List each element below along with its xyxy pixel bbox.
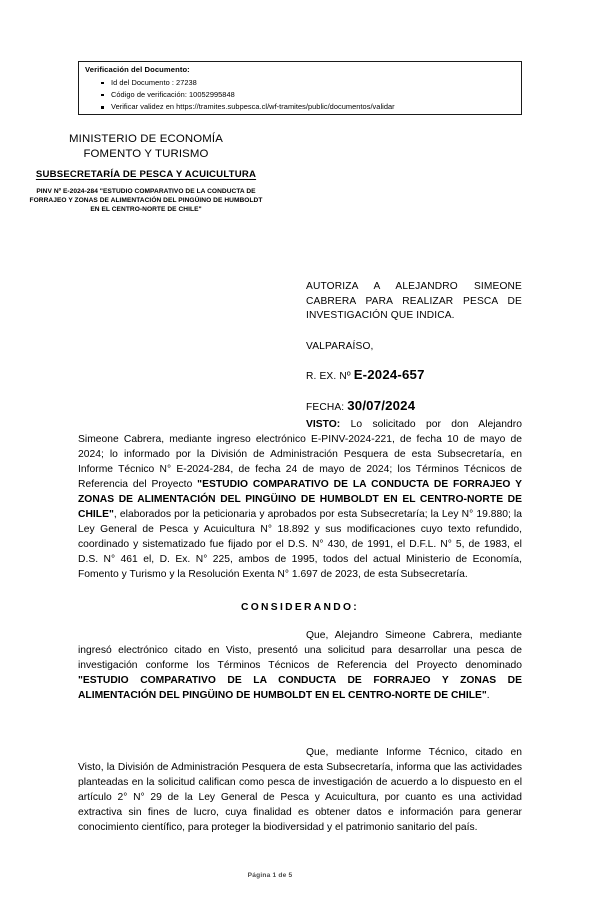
verification-list: [97, 77, 395, 114]
verification-item-code: Código de verificación: 10052995848: [111, 89, 395, 101]
letterhead: [28, 132, 264, 215]
verification-item-url: Verificar validez en https://tramites.subpesca.cl/wf-tramites/public/documentos/validar: [111, 101, 395, 113]
visto-text-part-1: Lo solicitado por don Alejandro Simeone Cabrera, mediante ingreso electrónico E-PINV-2024-221, de fecha 10 de mayo de 2024; lo informado por la División de Administración Pesquera de esta Subsecretaría, en Informe Técnico N° E-2024-284, de fecha 24 de mayo de 2024; los Términos Técnicos de Referencia del Proyecto: [78, 419, 522, 491]
page-footer: Página 1 de 5: [247, 872, 293, 879]
considerando-paragraph-1: [78, 628, 522, 703]
visto-section: [78, 417, 522, 583]
document-verification-box: [78, 61, 522, 115]
resolution-date-line: [306, 398, 522, 413]
visto-text-part-2: , elaborados por la peticionaria y aprobados por esta Subsecretaría; la Ley N° 19.880; la Ley General de Pesca y Acuicultura N° 18.892 y sus modificaciones cuyo texto refundido, coordinado y sistematizado fue fijado por el D.S. N° 430, de 1991, el D.F.L. N° 5, de 1983, el D.S. N° 461 el, D. Ex. N° 225, ambos de 1995, todos del actual Ministerio de Economía, Fomento y Turismo y la Resolución Exenta N° 1.697 de 2023, de esta Subsecretaría.: [78, 509, 522, 581]
pinv-reference: PINV Nº E-2024-284 "ESTUDIO COMPARATIVO DE LA CONDUCTA DE FORRAJEO Y ZONAS DE ALIMENTACIÓN DEL PINGÜINO DE HUMBOLDT EN EL CENTRO-NORTE DE CHILE": [29, 188, 263, 214]
considerando-paragraph-2: Que, mediante Informe Técnico, citado en Visto, la División de Administración Pesquera de esta Subsecretaría, informa que las actividades planteadas en la solicitud califican como pesca de investigación de acuerdo a lo dispuesto en el artículo 2° N° 29 de la Ley General de Pesca y Acuicultura, por cuanto es una actividad extractiva sin fines de lucro, cuya finalidad es obtener datos e información para generar conocimiento científico, para proteger la biodiversidad y el patrimonio sanitario del país.: [78, 747, 522, 834]
resolution-date-label: FECHA:: [306, 401, 345, 413]
ministry-name-line-1: MINISTERIO DE ECONOMÍA: [69, 133, 223, 145]
considerando-paragraph-1-wrap: [78, 628, 522, 703]
visto-project-title: "ESTUDIO COMPARATIVO DE LA CONDUCTA DE FORRAJEO Y ZONAS DE ALIMENTACIÓN DEL PINGÜINO DE HUMBOLDT EN EL CENTRO-NORTE DE CHILE": [78, 479, 522, 521]
resolution-subject: AUTORIZA A ALEJANDRO SIMEONE CABRERA PARA REALIZAR PESCA DE INVESTIGACIÓN QUE INDICA.: [306, 281, 522, 322]
visto-paragraph: [78, 417, 522, 583]
resolution-number-label: R. EX. Nº: [306, 370, 351, 382]
resolution-number-value: E-2024-657: [353, 366, 425, 382]
resolution-date-value: 30/07/2024: [347, 397, 416, 413]
subsecretaria-name: SUBSECRETARÍA DE PESCA Y ACUICULTURA: [35, 169, 257, 180]
ministry-name-line-2: FOMENTO Y TURISMO: [83, 147, 209, 160]
resolution-heading-block: [306, 280, 522, 413]
resolution-number-line: [306, 367, 522, 382]
considerando-heading: CONSIDERANDO:: [241, 602, 359, 613]
considerando-1-project-title: "ESTUDIO COMPARATIVO DE LA CONDUCTA DE FORRAJEO Y ZONAS DE ALIMENTACIÓN DEL PINGÜINO DE HUMBOLDT EN EL CENTRO-NORTE DE CHILE": [78, 675, 522, 702]
considerando-1-text-part-1: Que, Alejandro Simeone Cabrera, mediante ingresó electrónico citado en Visto, presentó una solicitud para desarrollar una pesca de investigación conforme los Términos Técnicos de Referencia del Proyecto denominado: [78, 630, 522, 672]
considerando-1-text-part-2: .: [486, 690, 490, 702]
issue-city: VALPARAÍSO,: [306, 340, 374, 352]
considerando-paragraph-2-wrap: [78, 745, 522, 835]
visto-label: VISTO:: [306, 419, 341, 430]
verification-title: Verificación del Documento:: [85, 65, 190, 74]
verification-item-document-id: Id del Documento : 27238: [111, 77, 395, 89]
